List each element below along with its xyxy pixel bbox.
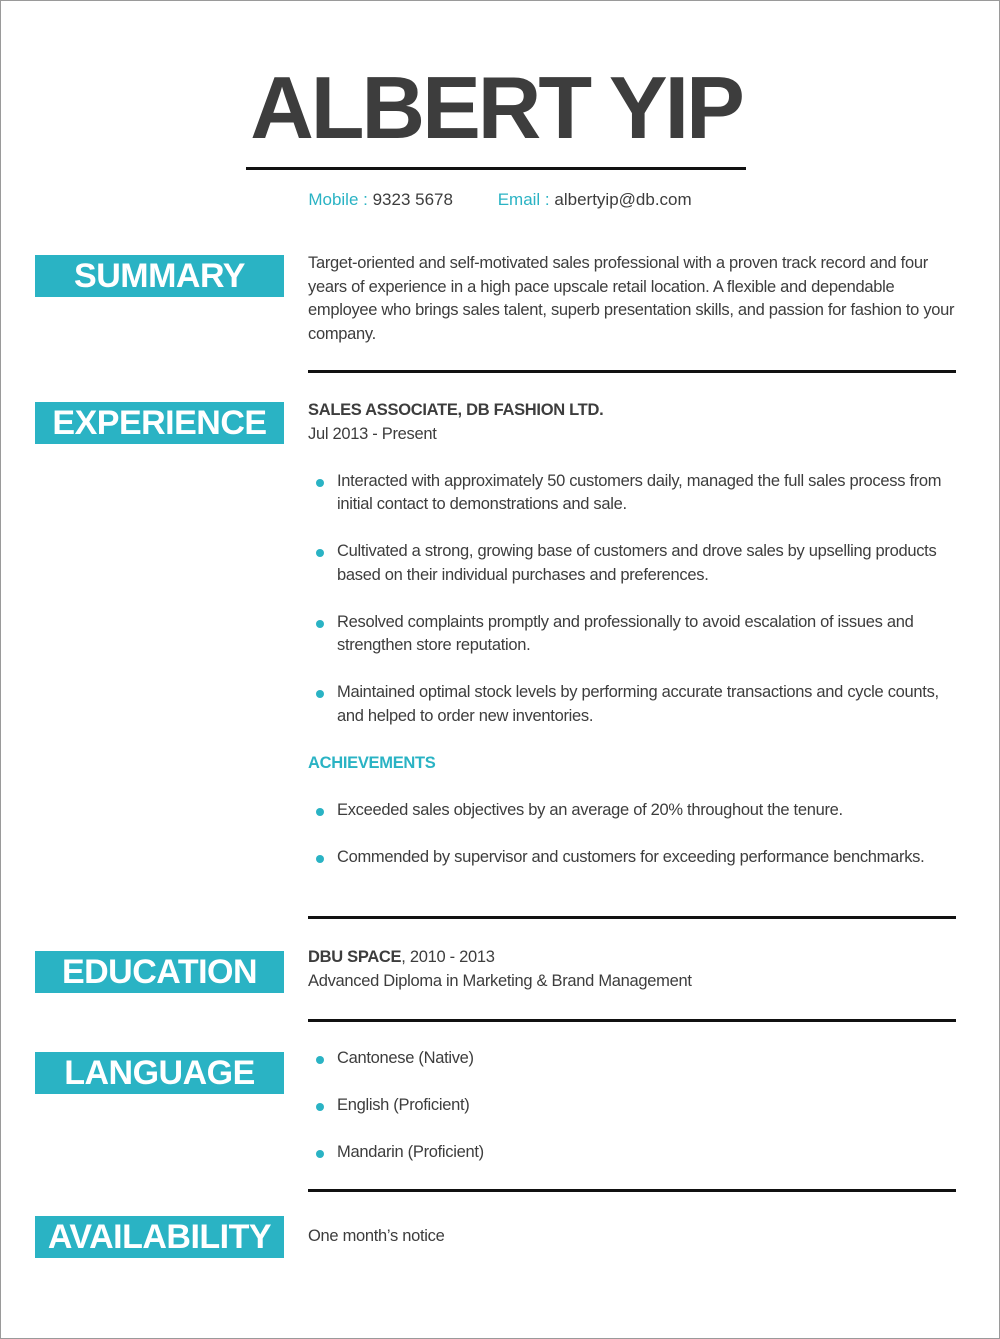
list-item: Exceeded sales objectives by an average of 20% throughout the tenure. — [308, 799, 968, 823]
list-item: English (Proficient) — [308, 1094, 968, 1118]
email-value[interactable]: albertyip@db.com — [554, 190, 692, 209]
school-name: DBU SPACE — [308, 948, 402, 966]
education-section — [308, 946, 968, 993]
name-divider — [246, 167, 746, 170]
language-section — [308, 1047, 968, 1188]
bullet-icon — [316, 1103, 324, 1111]
section-divider — [308, 370, 956, 373]
availability-heading: AVAILABILITY — [35, 1216, 284, 1258]
language-heading: LANGUAGE — [35, 1052, 284, 1094]
job-title: SALES ASSOCIATE, DB FASHION LTD. — [308, 401, 604, 419]
language-list — [308, 1047, 968, 1165]
school-years: , 2010 - 2013 — [401, 948, 495, 966]
section-divider — [308, 916, 956, 919]
summary-heading: SUMMARY — [35, 255, 284, 297]
achievements-heading: ACHIEVEMENTS — [308, 753, 436, 772]
mobile-label: Mobile : — [308, 190, 368, 209]
list-item: Commended by supervisor and customers for exceeding performance benchmarks. — [308, 846, 968, 870]
list-item: Resolved complaints promptly and professionally to avoid escalation of issues and strengthen store reputation. — [308, 611, 968, 658]
email-label: Email : — [497, 190, 550, 209]
bullet-icon — [316, 855, 324, 863]
education-program: Advanced Diploma in Marketing & Brand Management — [308, 971, 692, 990]
list-item: Cultivated a strong, growing base of customers and drove sales by upselling products based on their individual purchases and preferences. — [308, 540, 968, 587]
experience-section — [308, 399, 968, 893]
section-divider — [308, 1189, 956, 1192]
email — [498, 190, 692, 210]
section-divider — [308, 1019, 956, 1022]
candidate-name: ALBERT YIP — [250, 58, 742, 157]
mobile — [308, 190, 453, 210]
achievements-list — [308, 799, 968, 870]
list-item: Cantonese (Native) — [308, 1047, 968, 1071]
experience-heading: EXPERIENCE — [35, 402, 284, 444]
bullet-icon — [316, 620, 324, 628]
list-item: Mandarin (Proficient) — [308, 1141, 968, 1165]
duties-list — [308, 470, 968, 729]
summary-text: Target-oriented and self-motivated sales professional with a proven track record and four years of experience in a high pace upscale retail location. A flexible and dependable employee who brings sales talent, superb presentation skills, and passion for fashion to your company. — [308, 254, 955, 343]
list-item: Maintained optimal stock levels by performing accurate transactions and cycle counts, and helped to order new inventories. — [308, 681, 968, 728]
bullet-icon — [316, 808, 324, 816]
availability-text: One month’s notice — [308, 1227, 445, 1245]
mobile-value: 9323 5678 — [372, 190, 453, 209]
contact-info — [0, 190, 1000, 210]
bullet-icon — [316, 549, 324, 557]
list-item: Interacted with approximately 50 customers daily, managed the full sales process from initial contact to demonstrations and sale. — [308, 470, 968, 517]
bullet-icon — [316, 1150, 324, 1158]
bullet-icon — [316, 479, 324, 487]
job-dates: Jul 2013 - Present — [308, 424, 437, 443]
education-school-line — [308, 946, 968, 970]
bullet-icon — [316, 690, 324, 698]
bullet-icon — [316, 1056, 324, 1064]
education-heading: EDUCATION — [35, 951, 284, 993]
